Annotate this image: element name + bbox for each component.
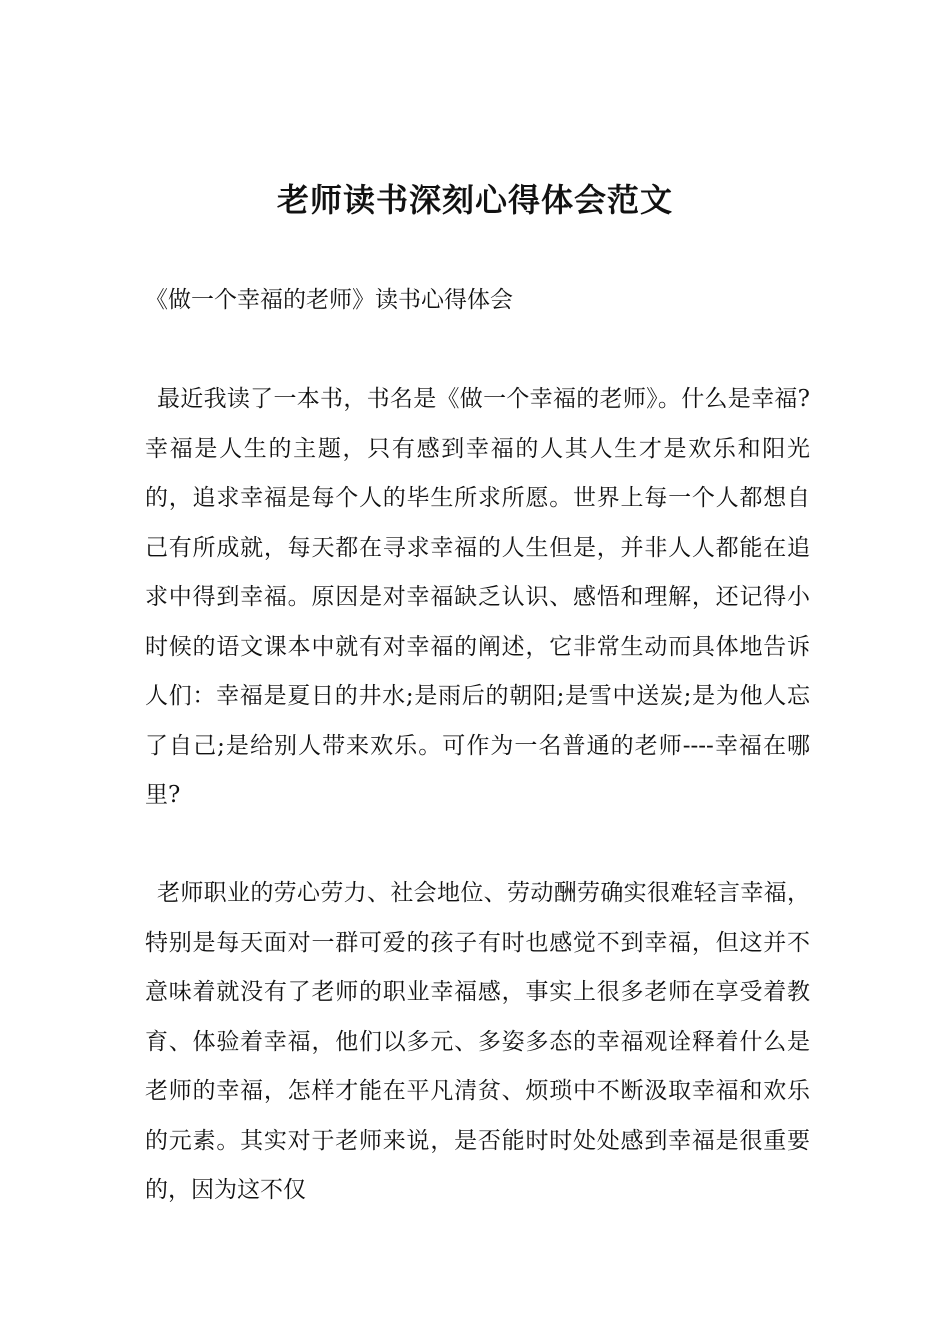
document-subtitle: 《做一个幸福的老师》读书心得体会 — [145, 287, 513, 313]
body-paragraph-1: 最近我读了一本书，书名是《做一个幸福的老师》。什么是幸福?幸福是人生的主题，只有感到幸福的人其人生才是欢乐和阳光的，追求幸福是每个人的毕生所求所愿。世界上每一个人都想自己有所成就，每天都在寻求幸福的人生但是，并非人人都能在追求中得到幸福。原因是对幸福缺乏认识、感悟和理解，还记得小时候的语文课本中就有对幸福的阐述，它非常生动而具体地告诉人们：幸福是夏日的井水;是雨后的朝阳;是雪中送炭;是为他人忘了自己;是给别人带来欢乐。可作为一名普通的老师----幸福在哪里? — [145, 386, 810, 808]
document-title: 老师读书深刻心得体会范文 — [276, 181, 673, 219]
body-paragraph-2: 老师职业的劳心劳力、社会地位、劳动酬劳确实很难轻言幸福，特别是每天面对一群可爱的孩子有时也感觉不到幸福，但这并不意味着就没有了老师的职业幸福感，事实上很多老师在享受着教育、体验着幸福，他们以多元、多姿多态的幸福观诠释着什么是老师的幸福，怎样才能在平凡清贫、烦琐中不断汲取幸福和欢乐的元素。其实对于老师来说，是否能时时处处感到幸福是很重要的，因为这不仅 — [145, 880, 810, 1203]
